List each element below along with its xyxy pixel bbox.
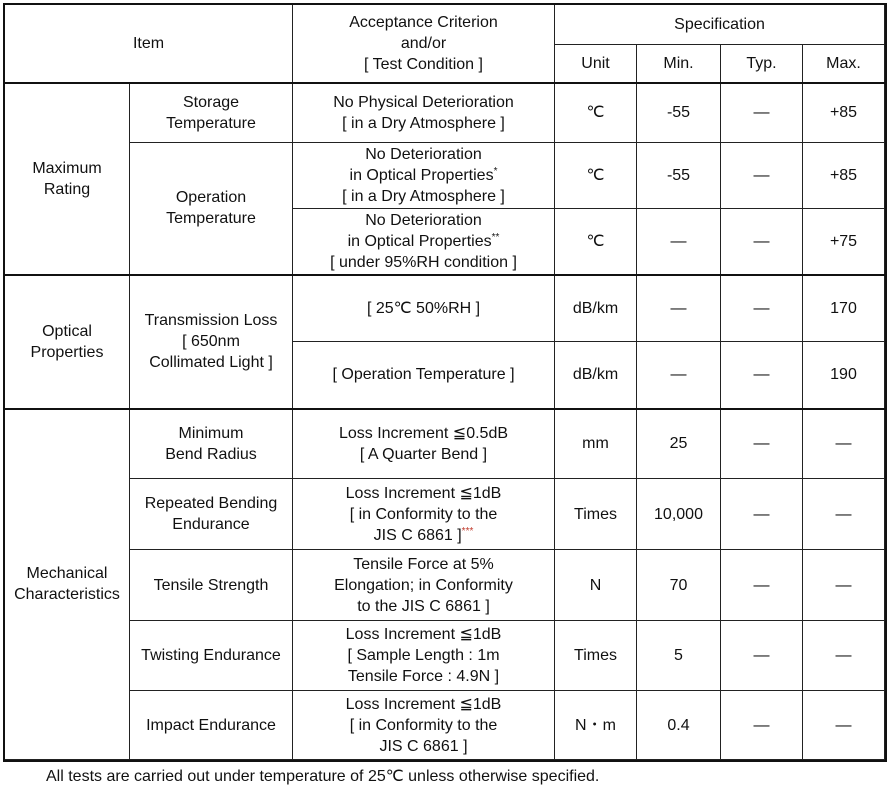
- criterion-impact: Loss Increment ≦1dB [ in Conformity to the JIS C 6861 ]: [293, 691, 555, 760]
- unit-cell: dB/km: [555, 342, 637, 409]
- min-cell: —: [637, 275, 721, 342]
- min-cell: —: [637, 342, 721, 409]
- unit-cell: dB/km: [555, 275, 637, 342]
- item-storage-temperature: Storage Temperature: [130, 83, 293, 143]
- typ-cell: —: [721, 550, 803, 621]
- typ-cell: —: [721, 409, 803, 479]
- specification-table: [4, 4, 885, 760]
- typ-cell: —: [721, 143, 803, 209]
- min-cell: -55: [637, 83, 721, 143]
- header-max: Max.: [803, 45, 885, 83]
- criterion-transmission-operation: [ Operation Temperature ]: [293, 342, 555, 409]
- criterion-bend-radius: Loss Increment ≦0.5dB [ A Quarter Bend ]: [293, 409, 555, 479]
- max-cell: 190: [803, 342, 885, 409]
- typ-cell: —: [721, 691, 803, 760]
- typ-cell: —: [721, 342, 803, 409]
- criterion-tensile: Tensile Force at 5% Elongation; in Conformity to the JIS C 6861 ]: [293, 550, 555, 621]
- max-cell: +85: [803, 83, 885, 143]
- header-typ: Typ.: [721, 45, 803, 83]
- table-row: [5, 275, 885, 342]
- table-row: [5, 409, 885, 479]
- min-cell: 70: [637, 550, 721, 621]
- item-tensile-strength: Tensile Strength: [130, 550, 293, 621]
- min-cell: 5: [637, 621, 721, 691]
- max-cell: 170: [803, 275, 885, 342]
- max-cell: —: [803, 550, 885, 621]
- criterion-storage: No Physical Deterioration [ in a Dry Atmosphere ]: [293, 83, 555, 143]
- max-cell: —: [803, 409, 885, 479]
- item-minimum-bend-radius: Minimum Bend Radius: [130, 409, 293, 479]
- unit-cell: Times: [555, 621, 637, 691]
- criterion-operation-humid: No Deterioration in Optical Properties** [ under 95%RH condition ]: [293, 209, 555, 275]
- unit-cell: N・m: [555, 691, 637, 760]
- footnote-mark: ***: [461, 525, 474, 537]
- typ-cell: —: [721, 209, 803, 275]
- item-impact-endurance: Impact Endurance: [130, 691, 293, 760]
- table-row: [5, 691, 885, 760]
- unit-cell: Times: [555, 479, 637, 550]
- min-cell: -55: [637, 143, 721, 209]
- header-unit: Unit: [555, 45, 637, 83]
- unit-cell: ℃: [555, 83, 637, 143]
- table-row: [5, 143, 885, 209]
- header-min: Min.: [637, 45, 721, 83]
- unit-cell: ℃: [555, 143, 637, 209]
- criterion-repeated-bending: Loss Increment ≦1dB [ in Conformity to the JIS C 6861 ]***: [293, 479, 555, 550]
- max-cell: +75: [803, 209, 885, 275]
- criterion-operation-dry: No Deterioration in Optical Properties* [ in a Dry Atmosphere ]: [293, 143, 555, 209]
- max-cell: —: [803, 621, 885, 691]
- criterion-twisting: Loss Increment ≦1dB [ Sample Length : 1m Tensile Force : 4.9N ]: [293, 621, 555, 691]
- unit-cell: ℃: [555, 209, 637, 275]
- table-row: [5, 621, 885, 691]
- header-criterion: Acceptance Criterion and/or [ Test Condition ]: [293, 5, 555, 83]
- item-transmission-loss: Transmission Loss [ 650nm Collimated Light ]: [130, 275, 293, 409]
- min-cell: 10,000: [637, 479, 721, 550]
- min-cell: 0.4: [637, 691, 721, 760]
- typ-cell: —: [721, 479, 803, 550]
- min-cell: —: [637, 209, 721, 275]
- header-specification: Specification: [555, 5, 885, 45]
- unit-cell: N: [555, 550, 637, 621]
- group-maximum-rating: Maximum Rating: [5, 83, 130, 275]
- max-cell: +85: [803, 143, 885, 209]
- min-cell: 25: [637, 409, 721, 479]
- item-operation-temperature: Operation Temperature: [130, 143, 293, 275]
- typ-cell: —: [721, 275, 803, 342]
- item-repeated-bending-endurance: Repeated Bending Endurance: [130, 479, 293, 550]
- typ-cell: —: [721, 621, 803, 691]
- max-cell: —: [803, 691, 885, 760]
- footnote-mark: *: [493, 166, 498, 177]
- table-row: [5, 479, 885, 550]
- table-row: [5, 550, 885, 621]
- footnote-text: All tests are carried out under temperature of 25℃ unless otherwise specified.: [46, 768, 600, 785]
- max-cell: —: [803, 479, 885, 550]
- item-twisting-endurance: Twisting Endurance: [130, 621, 293, 691]
- unit-cell: mm: [555, 409, 637, 479]
- header-item: Item: [5, 5, 293, 83]
- group-mechanical-characteristics: Mechanical Characteristics: [5, 409, 130, 760]
- table-row: [5, 83, 885, 143]
- group-optical-properties: Optical Properties: [5, 275, 130, 409]
- footnote-mark: **: [491, 231, 500, 243]
- criterion-transmission-25c: [ 25℃ 50%RH ]: [293, 275, 555, 342]
- typ-cell: —: [721, 83, 803, 143]
